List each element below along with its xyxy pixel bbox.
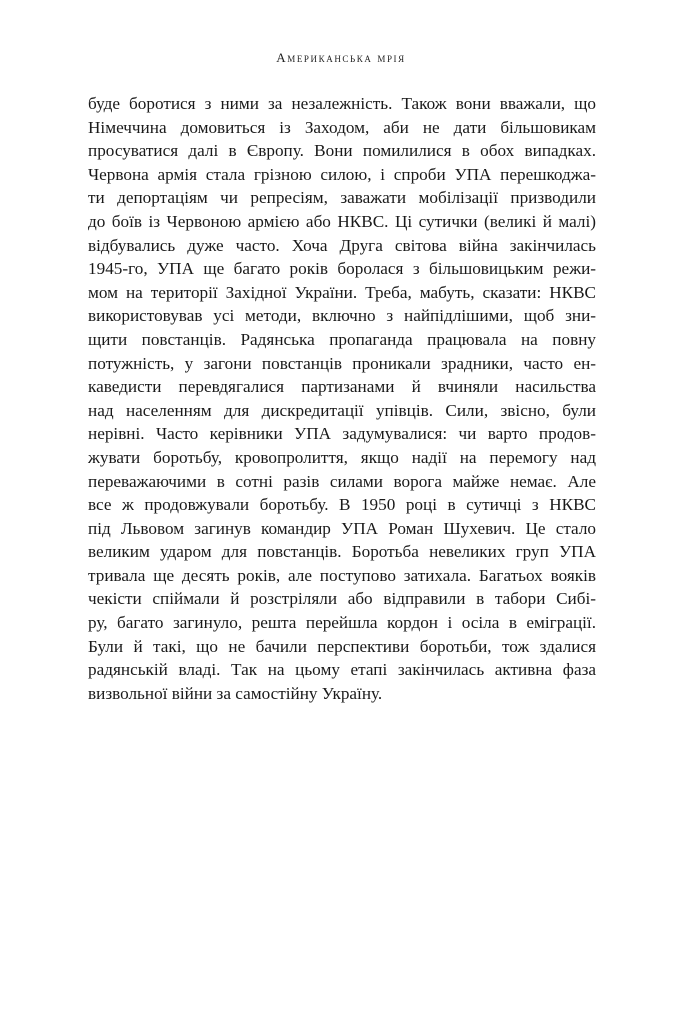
body-paragraph	[88, 92, 596, 705]
text-line: визвольної війни за самостійну Україну.	[88, 683, 383, 703]
text-line: відбувались дуже часто. Хоча Друга світова війна закінчилась	[88, 235, 596, 255]
text-line: переважаючими в сотні разів силами ворога майже немає. Але	[88, 471, 596, 491]
text-line: радянській владі. Так на цьому етапі закінчилась активна фаза	[88, 660, 596, 680]
text-line: каведисти перевдягалися партизанами й вчиняли насильства	[88, 377, 596, 397]
text-line: ти депортаціям чи репресіям, заважати мобілізації призводили	[88, 188, 596, 208]
text-line: чекісти спіймали й розстріляли або відправили в табори Сибі-	[88, 589, 596, 609]
text-line: щити повстанців. Радянська пропаганда працювала на повну	[88, 329, 596, 349]
text-line: потужність, у загони повстанців проникали зрадники, часто ен-	[88, 353, 596, 373]
text-line: все ж продовжували боротьбу. В 1950 році в сутичці з НКВС	[88, 495, 596, 515]
text-line: ру, багато загинуло, решта перейшла кордон і осіла в еміграції.	[88, 613, 596, 633]
running-header: Американська мрія	[276, 50, 406, 65]
text-line: буде боротися з ними за незалежність. Також вони вважали, що	[88, 94, 596, 113]
text-line: Червона армія стала грізною силою, і спроби УПА перешкоджа-	[88, 164, 596, 184]
text-line: Були й такі, що не бачили перспективи боротьби, тож здалися	[88, 636, 596, 656]
text-line: до боїв із Червоною армією або НКВС. Ці сутички (великі й малі)	[88, 211, 596, 231]
text-line: жувати боротьбу, кровопролиття, якщо надії на перемогу над	[88, 447, 596, 467]
text-line: мом на території Західної України. Треба, мабуть, сказати: НКВС	[88, 282, 596, 302]
text-line: під Львовом загинув командир УПА Роман Шухевич. Це стало	[88, 518, 596, 538]
text-line: великим ударом для повстанців. Боротьба невеликих груп УПА	[88, 542, 596, 562]
text-line: Німеччина домовиться із Заходом, аби не дати більшовикам	[88, 117, 596, 137]
text-line: 1945-го, УПА ще багато років боролася з більшовицьким режи-	[88, 259, 596, 279]
text-line: над населенням для дискредитації упівців. Сили, звісно, були	[88, 400, 596, 420]
text-line: нерівні. Часто керівники УПА задумувалися: чи варто продов-	[88, 424, 596, 444]
text-line: просуватися далі в Європу. Вони помилилися в обох випадках.	[88, 141, 596, 161]
text-line: використовував усі методи, включно з найпідлішими, щоб зни-	[88, 306, 596, 326]
text-line: тривала ще десять років, але поступово затихала. Багатьох вояків	[88, 565, 596, 585]
